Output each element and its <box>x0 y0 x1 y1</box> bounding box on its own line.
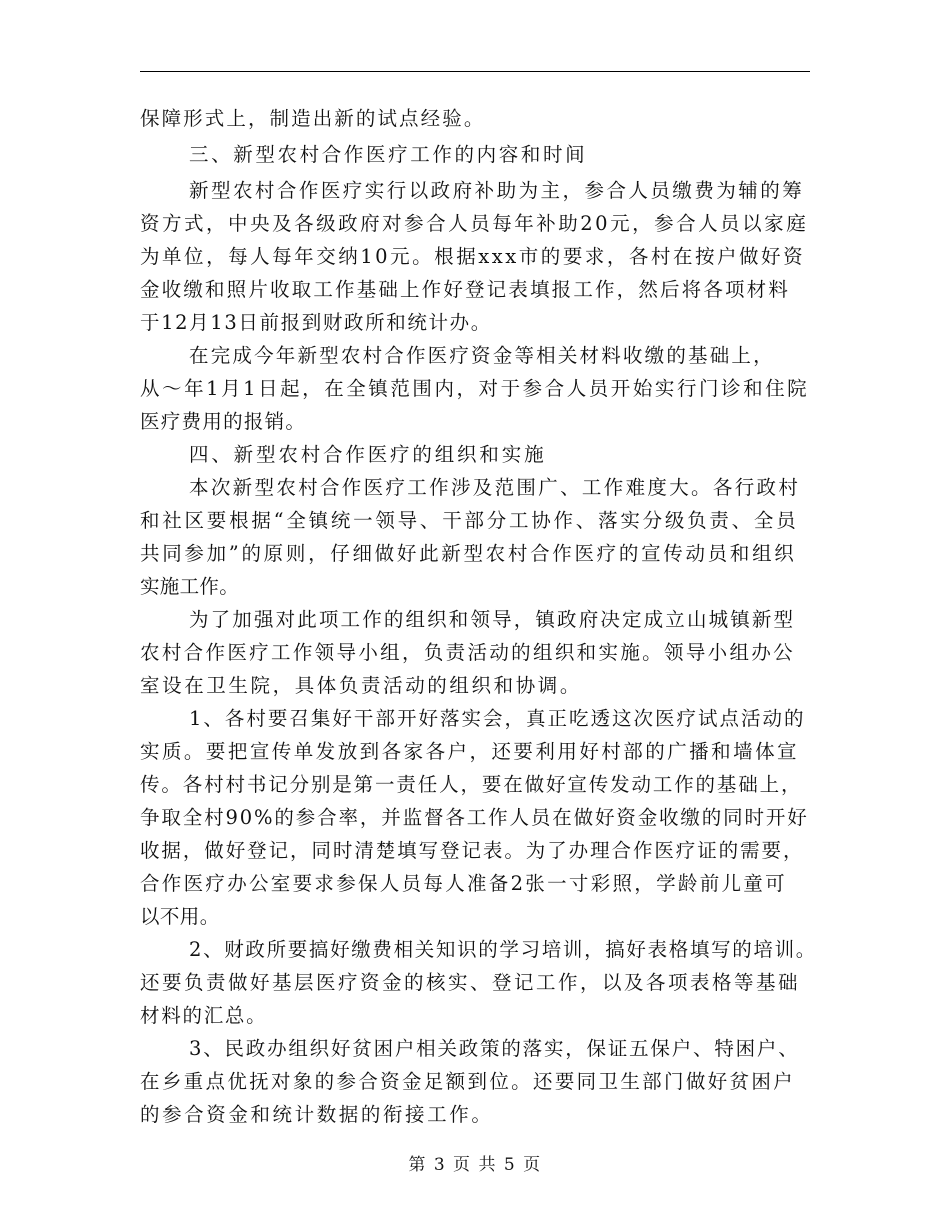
text-line: 的参合资金和统计数据的衔接工作。 <box>140 1103 494 1126</box>
text-line: 共同参加”的原则，仔细做好此新型农村合作医疗的宣传动员和组织 <box>140 542 797 565</box>
text-line: 和社区要根据“全镇统一领导、干部分工协作、落实分级负责、全员 <box>140 509 799 532</box>
text-line: 新型农村合作医疗实行以政府补助为主，参合人员缴费为辅的筹 <box>189 179 805 202</box>
text-line: 1、各村要召集好干部开好落实会，真正吃透这次医疗试点活动的 <box>189 707 806 730</box>
text-line: 以不用。 <box>140 905 220 928</box>
text-line: 保障形式上，制造出新的试点经验。 <box>140 107 486 130</box>
text-line: 农村合作医疗工作领导小组，负责活动的组织和实施。领导小组办公 <box>140 641 796 664</box>
text-line: 医疗费用的报销。 <box>140 410 307 433</box>
text-line: 资方式，中央及各级政府对参合人员每年补助20元，参合人员以家庭 <box>140 212 809 235</box>
text-line: 实施工作。 <box>140 575 240 598</box>
text-line: 本次新型农村合作医疗工作涉及范围广、工作难度大。各行政村 <box>189 476 801 499</box>
text-line: 金收缴和照片收取工作基础上作好登记表填报工作，然后将各项材料 <box>140 278 791 301</box>
text-line: 室设在卫生院，具体负责活动的组织和协调。 <box>140 674 583 697</box>
text-line: 传。各村村书记分别是第一责任人，要在做好宣传发动工作的基础上， <box>140 773 803 796</box>
text-line: 材料的汇总。 <box>140 1004 268 1027</box>
text-line: 还要负责做好基层医疗资金的核实、登记工作，以及各项表格等基础 <box>140 971 801 994</box>
text-line: 于12月13日前报到财政所和统计办。 <box>140 311 492 334</box>
text-line: 3、民政办组织好贫困户相关政策的落实，保证五保户、特困户、 <box>189 1037 800 1060</box>
text-line: 为了加强对此项工作的组织和领导，镇政府决定成立山城镇新型 <box>189 608 796 631</box>
text-line: 在乡重点优抚对象的参合资金足额到位。还要同卫生部门做好贫困户 <box>140 1070 796 1093</box>
text-line: 收据，做好登记，同时清楚填写登记表。为了办理合作医疗证的需要， <box>140 839 805 862</box>
text-line: 从～年1月1日起，在全镇范围内，对于参合人员开始实行门诊和住院 <box>140 377 810 400</box>
text-line: 在完成今年新型农村合作医疗资金等相关材料收缴的基础上， <box>189 344 775 367</box>
text-line: 争取全村90%的参合率，并监督各工作人员在做好资金收缴的同时开好 <box>140 806 809 829</box>
section-heading: 三、新型农村合作医疗工作的内容和时间 <box>189 143 588 166</box>
text-line: 实质。要把宣传单发放到各家各户，还要利用好村部的广播和墙体宣 <box>140 740 800 763</box>
text-line: 为单位，每人每年交纳10元。根据xxx市的要求，各村在按户做好资 <box>140 245 806 268</box>
section-heading: 四、新型农村合作医疗的组织和实施 <box>189 443 547 466</box>
page-number-footer: 第 3 页 共 5 页 <box>408 1155 542 1175</box>
text-line: 2、财政所要搞好缴费相关知识的学习培训，搞好表格填写的培训。 <box>189 938 817 961</box>
header-rule <box>140 71 810 72</box>
text-line: 合作医疗办公室要求参保人员每人准备2张一寸彩照，学龄前儿童可 <box>140 872 787 895</box>
